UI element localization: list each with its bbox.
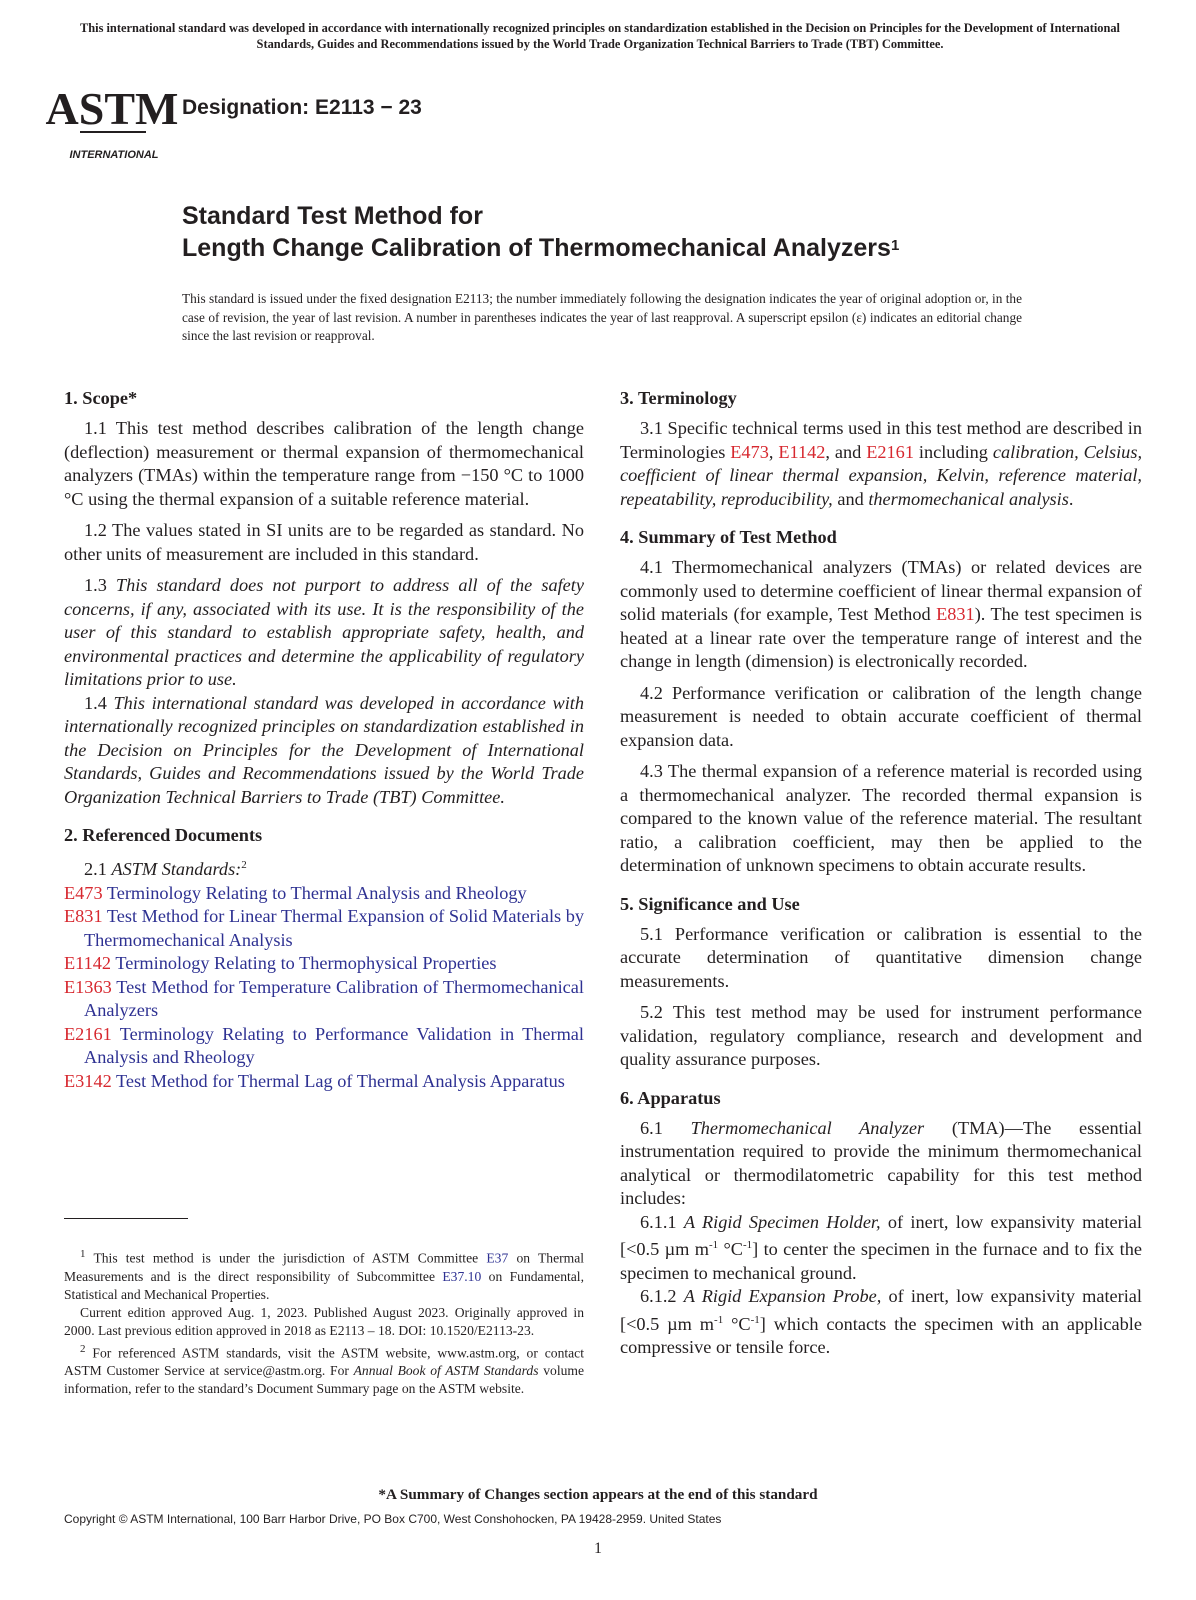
footnote-1-text-a: This test method is under the jurisdiction of ASTM Committee xyxy=(93,1250,479,1266)
para-3-1-text-a: 3.1 Specific technical terms used in this test method are described in Terminologies xyxy=(620,418,1142,462)
referenced-item-title[interactable]: Test Method for Temperature Calibration of Thermomechanical Analyzers xyxy=(84,976,584,1021)
para-6-1-2-italic: A Rigid Expansion Probe, xyxy=(683,1286,882,1307)
footnote-1-edition: Current edition approved Aug. 1, 2023. Published August 2023. Originally approved in 2000. Last previous edition approved in 2018 as E2113 – 18. DOI: 10.1520/E2113-23. xyxy=(64,1304,584,1338)
para-3-1-text-b: including xyxy=(918,441,988,462)
referenced-item-title[interactable]: Test Method for Linear Thermal Expansion of Solid Materials by Thermomechanical Analysis xyxy=(84,906,584,950)
para-6-1-1-text-c: ] to center the specimen in the furnace and to fix the specimen to mechanical ground. xyxy=(620,1239,1142,1283)
committee-e37-link[interactable]: E37 xyxy=(486,1250,509,1266)
para-6-1-text: (TMA)—The essential instrumentation required to provide the minimum thermomechanical analytical or thermodilatometric capability for this test method includes: xyxy=(620,1117,1142,1208)
para-1-3 xyxy=(64,574,584,692)
para-1-1: 1.1 This test method describes calibration of the length change (deflection) measurement or thermal expansion of thermomechanical analyzers (TMAs) within the temperature range from −150 °C to 1000 °C using the thermal expansion of a suitable reference material. xyxy=(64,418,584,509)
footnotes xyxy=(64,1245,584,1398)
referenced-item[interactable] xyxy=(64,952,584,976)
para-6-1-2-exp-2: -1 xyxy=(750,1313,760,1326)
wto-notice: This international standard was developed in accordance with internationally recognized principles on standardization established in the Decision on Principles for the Development of International Standards, Guides and Recommendations issued by the World Trade Organization Technical Barriers to Trade (TBT) Committee. xyxy=(79,21,1121,51)
para-4-2: 4.2 Performance verification or calibration of the length change measurement is needed to obtain accurate coefficient of thermal expansion data. xyxy=(620,682,1142,750)
copyright: Copyright © ASTM International, 100 Barr Harbor Drive, PO Box C700, West Conshohocken, PA 19428-2959. United States xyxy=(64,1512,722,1526)
footnote-2-mark: 2 xyxy=(80,1342,86,1355)
para-3-1 xyxy=(620,417,1142,511)
referenced-list xyxy=(64,882,584,1094)
para-5-1: 5.1 Performance verification or calibration is essential to the accurate determination of quantitative dimension change measurements. xyxy=(620,923,1142,991)
subcommittee-e37-10-link[interactable]: E37.10 xyxy=(442,1268,482,1284)
e473-link[interactable]: E473 xyxy=(730,441,769,462)
para-3-1-end: . xyxy=(1068,488,1074,509)
para-6-1-2-text-b: °C xyxy=(731,1313,751,1334)
para-3-1-sep-1: , xyxy=(768,441,774,462)
para-5-2: 5.2 This test method may be used for instrument performance validation, regulatory compliance, research and development and quality assurance purposes. xyxy=(620,1002,1142,1069)
para-6-1-1-exp-1: -1 xyxy=(708,1239,719,1251)
referenced-item[interactable] xyxy=(64,976,584,1023)
referenced-item-code[interactable]: E831 xyxy=(64,906,103,927)
para-1-4 xyxy=(64,692,584,810)
para-2-1-text: ASTM Standards: xyxy=(111,859,242,880)
right-column xyxy=(620,386,1142,1360)
astm-logo-text: ASTM xyxy=(45,83,179,134)
para-1-3-text: This standard does not purport to address all of the safety concerns, if any, associated with its use. It is the responsibility of the user of this standard to establish appropriate safety, health, and environmental practices and determine the applicability of regulatory limitations prior to use. xyxy=(64,575,584,689)
footnote-1-text-b: on Thermal Measurements and is the direct responsibility of Subcommittee xyxy=(64,1250,585,1284)
referenced-item-code[interactable]: E473 xyxy=(64,882,103,903)
left-column xyxy=(64,386,584,1093)
title-line-2 xyxy=(182,232,899,264)
intro-paragraph: This standard is issued under the fixed designation E2113; the number immediately following the designation indicates the year of original adoption or, in the case of revision, the year of last revision. A number in parentheses indicates the year of last reapproval. A superscript epsilon (ε) indicates an editorial change since the last revision or reapproval. xyxy=(182,291,1022,343)
para-3-1-sep-2: , and xyxy=(825,441,862,462)
referenced-item-code[interactable]: E3142 xyxy=(64,1070,112,1091)
title-line-1: Standard Test Method for xyxy=(182,202,483,230)
para-1-2: 1.2 The values stated in SI units are to be regarded as standard. No other units of measurement are included in this standard. xyxy=(64,520,584,564)
para-2-1-sup: 2 xyxy=(241,859,247,871)
para-3-1-text-c: and xyxy=(837,488,864,509)
para-3-1-terms: calibration, Celsius, coefficient of linear thermal expansion, Kelvin, reference material, repeatability, reproducibility, xyxy=(620,441,1143,509)
para-4-1-text-b: ). The test specimen is heated at a linear rate over the temperature range of interest and the change in length (dimension) is electronically recorded. xyxy=(620,604,1142,671)
section-heading-terminology: 3. Terminology xyxy=(620,388,737,408)
para-4-1 xyxy=(620,556,1142,674)
para-6-1-2-text-c: ] which contacts the specimen with an applicable compressive or tensile force. xyxy=(620,1313,1142,1358)
para-6-1-1-exp-2: -1 xyxy=(742,1239,753,1251)
section-heading-apparatus: 6. Apparatus xyxy=(620,1087,721,1108)
para-1-4-text: This international standard was developed in accordance with internationally recognized principles on standardization established in the Decision on Principles for the Development of International Standards, Guides and Recommendations issued by the World Trade Organization Technical Barriers to Trade (TBT) Committee. xyxy=(64,692,584,807)
page-number: 1 xyxy=(594,1540,602,1557)
section-heading-scope: 1. Scope* xyxy=(64,388,138,408)
para-2-1-num: 2.1 xyxy=(84,859,107,880)
footnote-1-mark: 1 xyxy=(80,1248,86,1260)
referenced-item-code[interactable]: E2161 xyxy=(64,1023,112,1044)
referenced-item-code[interactable]: E1142 xyxy=(64,953,112,974)
para-6-1-2 xyxy=(620,1285,1142,1360)
para-4-1-text-a: 4.1 Thermomechanical analyzers (TMAs) or related devices are commonly used to determine coefficient of linear thermal expansion of solid materials (for example, Test Method xyxy=(620,557,1142,624)
designation: Designation: E2113 − 23 xyxy=(182,96,422,119)
para-4-3: 4.3 The thermal expansion of a reference material is recorded using a thermomechanical analyzer. The recorded thermal expansion is compared to the known value of the reference material. The resultant ratio, a calibration coefficient, may then be applied to the determination of unknown specimens to obtain accurate results. xyxy=(620,761,1142,875)
referenced-item-code[interactable]: E1363 xyxy=(64,976,112,997)
para-6-1-italic: Thermomechanical Analyzer xyxy=(690,1117,925,1138)
referenced-item-title[interactable]: Terminology Relating to Thermal Analysis and Rheology xyxy=(106,882,527,903)
footnote-2-text-a: For referenced ASTM standards, visit the ASTM website, www.astm.org, or contact ASTM Customer Service at service@astm.org. For xyxy=(64,1345,584,1379)
para-6-1-1-text-b: °C xyxy=(723,1239,743,1260)
para-6-1-2-num: 6.1.2 xyxy=(640,1286,677,1307)
para-6-1-1 xyxy=(620,1211,1142,1286)
referenced-item-title[interactable]: Terminology Relating to Thermophysical Properties xyxy=(115,953,497,974)
para-6-1-1-italic: A Rigid Specimen Holder, xyxy=(683,1211,881,1232)
para-1-3-num: 1.3 xyxy=(84,575,107,595)
section-heading-summary: 4. Summary of Test Method xyxy=(620,527,837,547)
footnote-1 xyxy=(64,1245,584,1304)
section-heading-significance: 5. Significance and Use xyxy=(620,893,800,914)
e2161-link[interactable]: E2161 xyxy=(866,441,914,462)
astm-logo-subtext: INTERNATIONAL xyxy=(69,149,159,161)
e831-link[interactable]: E831 xyxy=(936,604,975,624)
para-6-1-2-text-a: of inert, low expansivity material [<0.5 µm m xyxy=(620,1286,1142,1334)
footnote-2-text-b: volume information, refer to the standard’s Document Summary page on the ASTM website. xyxy=(64,1363,585,1397)
referenced-item[interactable] xyxy=(64,1023,584,1070)
para-2-1 xyxy=(64,854,584,882)
footnote-2 xyxy=(64,1340,584,1399)
footnote-1-text-c: on Fundamental, Statistical and Mechanical Properties. xyxy=(64,1268,584,1302)
summary-of-changes-note: *A Summary of Changes section appears at the end of this standard xyxy=(378,1486,818,1503)
footnote-rule xyxy=(64,1218,188,1219)
referenced-item-title[interactable]: Terminology Relating to Performance Validation in Thermal Analysis and Rheology xyxy=(84,1023,584,1068)
section-heading-referenced: 2. Referenced Documents xyxy=(64,825,263,845)
para-6-1-2-exp-1: -1 xyxy=(714,1313,724,1326)
e1142-link[interactable]: E1142 xyxy=(778,441,826,462)
astm-logo xyxy=(45,72,179,164)
document-title xyxy=(182,200,899,264)
para-6-1-1-num: 6.1.1 xyxy=(640,1211,677,1232)
referenced-item-title[interactable]: Test Method for Thermal Lag of Thermal Analysis Apparatus xyxy=(115,1070,565,1091)
para-3-1-term-last: thermomechanical analysis xyxy=(868,488,1069,509)
para-1-4-num: 1.4 xyxy=(84,692,107,713)
para-6-1 xyxy=(620,1117,1142,1211)
referenced-item[interactable] xyxy=(64,882,584,906)
para-6-1-1-text-a: of inert, low expansivity material [<0.5 µm m xyxy=(620,1211,1142,1260)
referenced-item[interactable] xyxy=(64,905,584,952)
footnote-2-italic: Annual Book of ASTM Standards xyxy=(353,1363,539,1379)
title-line-2-text: Length Change Calibration of Thermomechanical Analyzers xyxy=(182,234,891,262)
referenced-item[interactable] xyxy=(64,1070,584,1094)
para-6-1-num: 6.1 xyxy=(640,1117,663,1138)
title-footnote-mark: 1 xyxy=(890,237,900,254)
